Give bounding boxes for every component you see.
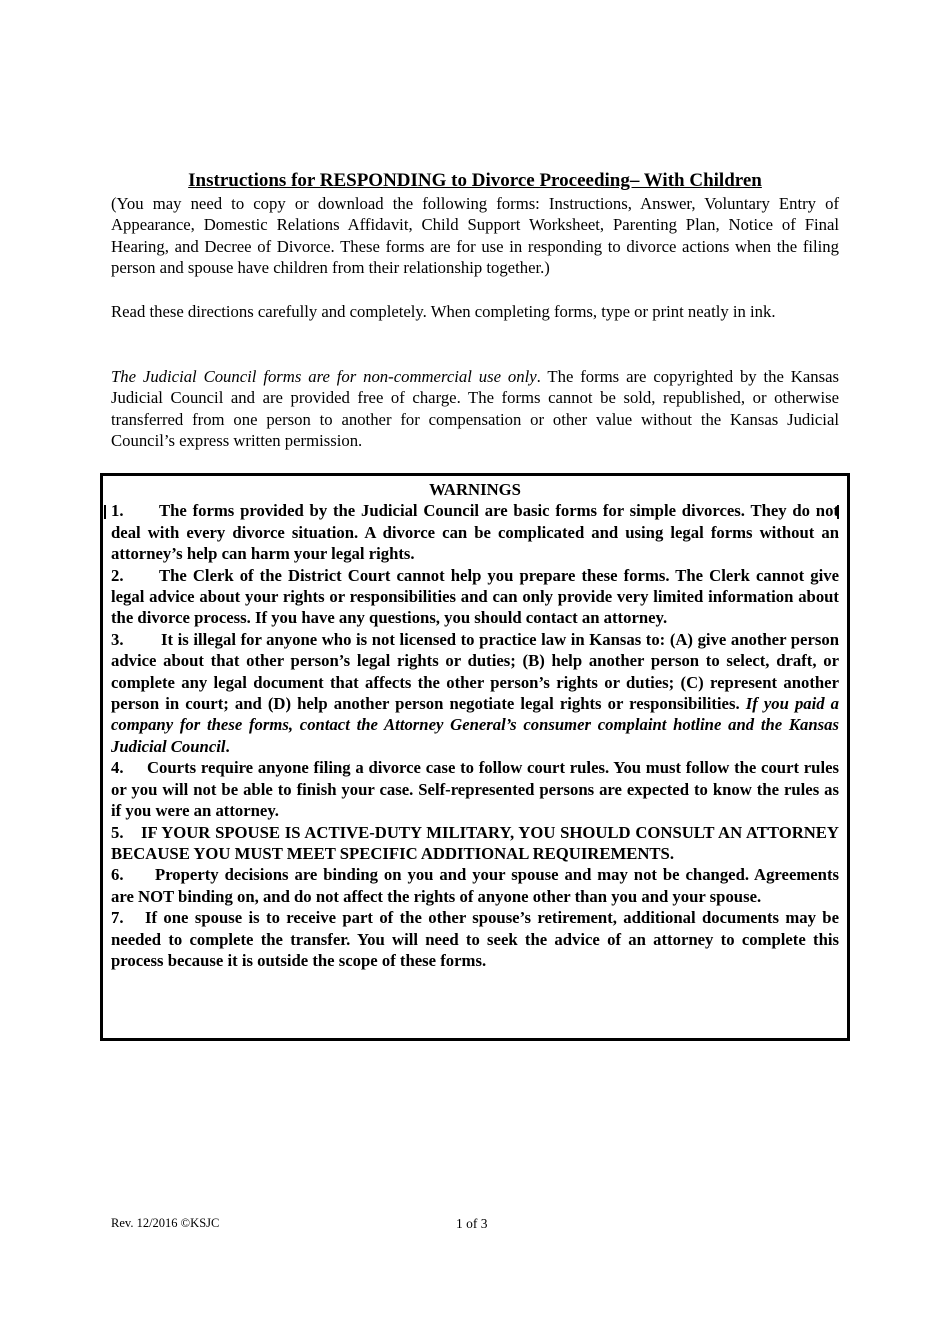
warning-text: Property decisions are binding on you and your spouse and may not be changed. Agreements are NOT binding on, and do not affect the rights of anyone other than you and your spouse. — [111, 865, 839, 906]
intro-paragraph: (You may need to copy or download the following forms: Instructions, Answer, Voluntary Entry of Appearance, Domestic Relations Affidavit, Child Support Worksheet, Parenting Plan, Notice of Final Hearing, and Decree of Divorce. These forms are for use in responding to divorce actions when the filing person and spouse have children from their relationship together.) — [111, 194, 839, 277]
warning-number: 2. — [111, 565, 124, 585]
warning-item-3 — [111, 629, 839, 757]
warning-number: 7. — [111, 908, 124, 928]
warnings-content — [111, 479, 839, 971]
warning-text: IF YOUR SPOUSE IS ACTIVE-DUTY MILITARY, YOU SHOULD CONSULT AN ATTORNEY BECAUSE YOU MUST MEET SPECIFIC ADDITIONAL REQUIREMENTS. — [111, 822, 839, 863]
warning-item-1 — [111, 500, 839, 564]
document-title: Instructions for RESPONDING to Divorce Proceeding– With Children — [188, 170, 762, 191]
warning-text: The forms provided by the Judicial Council are basic forms for simple divorces. They do not deal with every divorce situation. A divorce can be complicated and using legal forms without an attorney’s help can harm your legal rights. — [111, 501, 839, 564]
footer-revision: Rev. 12/2016 ©KSJC — [111, 1216, 220, 1230]
warning-number: 1. — [111, 501, 124, 521]
warning-number: 4. — [111, 758, 124, 778]
footer-page-number: 1 of 3 — [456, 1216, 488, 1231]
warning-number: 3. — [111, 629, 124, 649]
warning-item-4 — [111, 757, 839, 821]
warning-item-2 — [111, 565, 839, 629]
warning-text: The Clerk of the District Court cannot help you prepare these forms. The Clerk cannot give legal advice about your rights or responsibilities and can only provide very limited information about the divorce process. If you have any questions, you should contact an attorney. — [111, 565, 839, 628]
warning-text: If one spouse is to receive part of the other spouse’s retirement, additional documents may be needed to complete the transfer. You will need to seek the advice of an attorney to complete this process because it is outside the scope of these forms. — [111, 908, 839, 970]
warning-text: It is illegal for anyone who is not licensed to practice law in Kansas to: (A) give another person advice about that other person’s legal rights or duties; (B) help another person to select, draft, or complete any legal document that affects the other person’s rights or duties; (C) represent another person in court; and (D) help another person negotiate legal rights or responsibilities. — [111, 629, 839, 714]
warning-item-6 — [111, 864, 839, 907]
warning-italic-text: If you paid a company for these forms, contact the Attorney General’s consumer complaint hotline and the Kansas Judicial Council — [111, 694, 840, 756]
copyright-paragraph — [111, 366, 839, 451]
copyright-italic-lead: The Judicial Council forms are for non-commercial use only — [111, 367, 537, 386]
read-directions-paragraph: Read these directions carefully and completely. When completing forms, type or print neatly in ink. — [111, 302, 776, 321]
warnings-heading: WARNINGS — [429, 480, 521, 499]
warning-tail: . — [225, 736, 230, 756]
warning-item-5 — [111, 822, 839, 865]
warning-number: 5. — [111, 822, 124, 842]
warnings-box — [100, 473, 850, 1041]
warning-number: 6. — [111, 865, 124, 885]
copyright-rest: . The forms are copyrighted by the Kansas Judicial Council and are provided free of charge. The forms cannot be sold, republished, or otherwise transferred from one person to another for compensation or other value without the Kansas Judicial Council’s express written permission. — [111, 367, 840, 450]
warning-text: Courts require anyone filing a divorce case to follow court rules. You must follow the court rules or you will not be able to finish your case. Self-represented persons are expected to know the rules as if you were an attorney. — [111, 758, 839, 821]
warning-item-7 — [111, 907, 839, 971]
